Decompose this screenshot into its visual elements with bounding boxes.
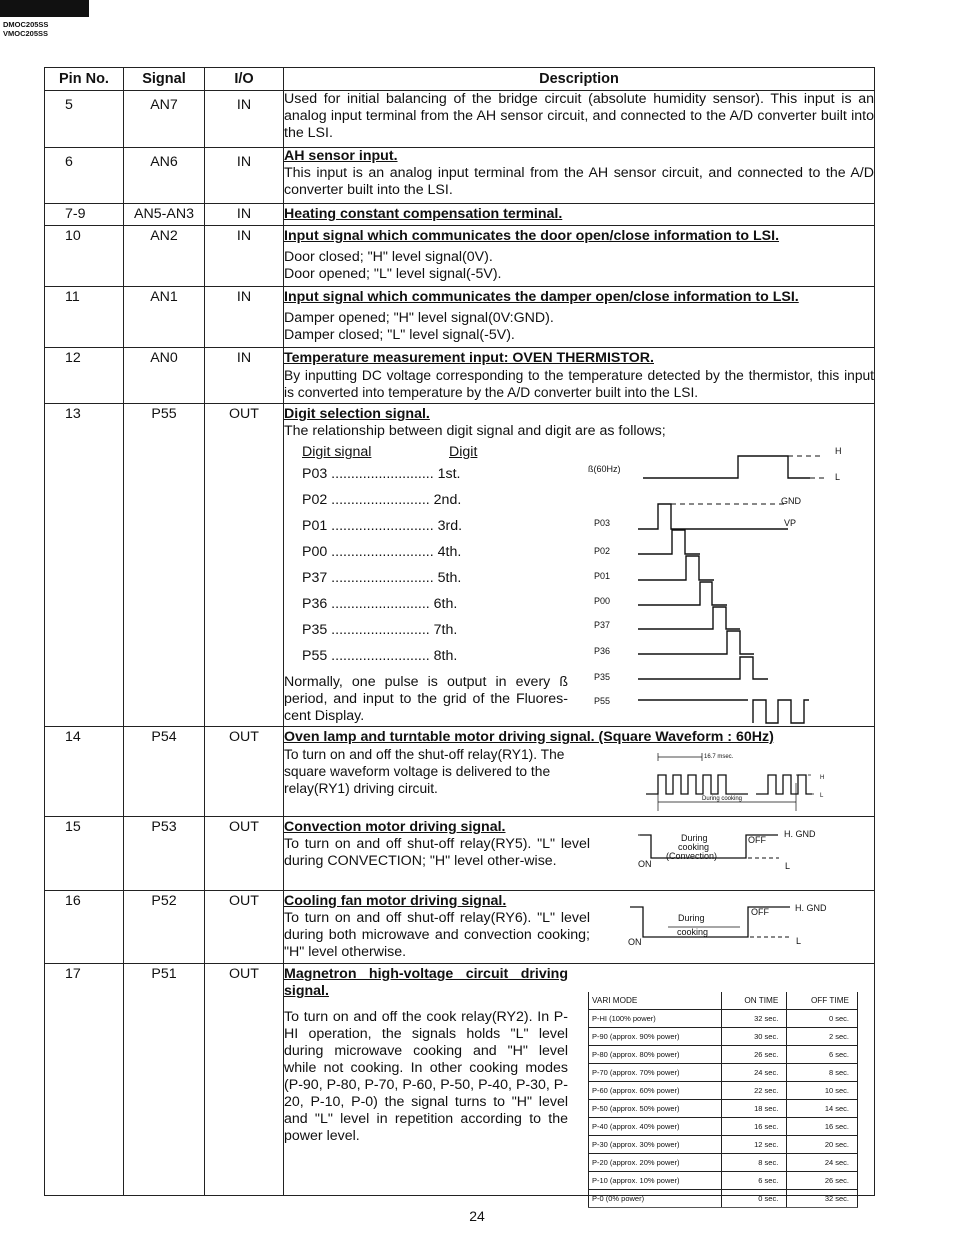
description-text: Used for initial balancing of the bridge circuit (absolute humidity sensor). This input is an analog input terminal from the AH sensor circuit, and connected to the A/D converter built into the LSI. [284,91,874,141]
description-heading: Convection motor driving signal. [284,819,506,835]
h-label: H [835,446,842,456]
vari-row [589,1154,858,1172]
table-row [45,964,875,1196]
vari-mode-table-wrap [588,992,858,1208]
vari-cell: P-30 (approx. 30% power) [589,1136,722,1154]
vari-cell: P-40 (approx. 40% power) [589,1118,722,1136]
vari-cell: P-80 (approx. 80% power) [589,1046,722,1064]
off-label: OFF [751,907,769,917]
vari-row [589,1118,858,1136]
off-label: OFF [748,835,766,845]
header-black-bar [0,0,89,17]
description-heading: Input signal which communicates the door open/close information to LSI. [284,228,780,244]
description-text: To turn on and off the shut-off relay(RY1). The square waveform voltage is delivered to the relay(RY1) driving circuit. [284,747,565,796]
io: IN [205,91,284,148]
io: OUT [205,817,284,891]
during-label: cooking [677,927,709,937]
signal-label: P35 [594,672,611,682]
vari-cell: 14 sec. [787,1100,858,1118]
io: IN [205,348,284,404]
h-label: H [820,775,825,781]
square-wave-diagram [644,749,834,811]
p35-waveform [638,657,768,679]
h-gnd-label: H. GND [795,903,827,913]
vari-cell: 2 sec. [787,1028,858,1046]
vari-row [589,1190,858,1208]
table-row [45,91,875,148]
description-text: This input is an analog input terminal from the AH sensor circuit, and connected to the A/D converter built into the LSI. [284,165,874,198]
table-row [45,287,875,348]
description-heading: Temperature measurement input: OVEN THERMISTOR. [284,350,654,366]
description-text: The relationship between digit signal and digit are as follows; [284,423,666,439]
description-heading: Oven lamp and turntable motor driving signal. (Square Waveform : 60Hz) [284,729,774,745]
header-description: Description [284,68,875,91]
description-heading: AH sensor input. [284,148,398,164]
vari-cell: P-90 (approx. 90% power) [589,1028,722,1046]
vari-cell: 32 sec. [787,1190,858,1208]
io: OUT [205,891,284,964]
description-heading: Magnetron high-voltage circuit driving signal. [284,966,568,999]
on-label: ON [628,937,642,947]
description [284,817,875,891]
p01-waveform [638,556,714,580]
pin-no: 15 [45,817,124,891]
digit-list-item: P55 ......................... 8th. [302,648,458,664]
pin-no: 10 [45,226,124,287]
l-label: L [835,472,841,482]
digit-list-item: P37 .......................... 5th. [302,570,462,586]
description [284,226,875,287]
signal: AN7 [124,91,205,148]
vari-cell: P-0 (0% power) [589,1190,722,1208]
vari-row [589,1100,858,1118]
signal-label: P36 [594,646,611,656]
signal-label: P00 [594,596,611,606]
during-label: During [681,833,708,843]
signal: P53 [124,817,205,891]
vari-cell: P-HI (100% power) [589,1010,722,1028]
digit-header: Digit [449,444,478,460]
vp-label: VP [784,518,797,528]
vari-header-cell: OFF TIME [787,992,858,1010]
header-signal: Signal [124,68,205,91]
vari-row [589,1064,858,1082]
digit-list-header [302,444,562,466]
header-pin: Pin No. [45,68,124,91]
vari-cell: P-50 (approx. 50% power) [589,1100,722,1118]
signal-label: P03 [594,518,611,528]
signal-label: P37 [594,620,611,630]
description-heading: Digit selection signal. [284,406,430,422]
description-line: Damper opened; "H" level signal(0V:GND). [284,310,554,326]
vari-cell: 16 sec. [722,1118,787,1136]
description [284,204,875,226]
l-label: L [796,936,802,946]
signal: AN6 [124,148,205,204]
model-number-2: VMOC205SS [3,29,49,38]
vari-cell: 24 sec. [722,1064,787,1082]
p55-waveform [638,700,809,723]
vari-cell: 30 sec. [722,1028,787,1046]
h-gnd-label: H. GND [784,829,816,839]
vari-mode-table [588,992,858,1208]
header-io: I/O [205,68,284,91]
io: OUT [205,404,284,727]
vari-cell: 0 sec. [722,1190,787,1208]
vari-cell: 12 sec. [722,1136,787,1154]
description-line: Door opened; "L" level signal(-5V). [284,266,502,282]
io: IN [205,148,284,204]
description-text: Normally, one pulse is output in every ß period, and input to the grid of the Fluores-cent Display. [284,674,568,724]
signal: P52 [124,891,205,964]
io: IN [205,226,284,287]
pin-description-table [44,67,875,1203]
during-label: During cooking [702,796,743,802]
pin-no: 7-9 [45,204,124,226]
vari-header-cell: ON TIME [722,992,787,1010]
pin-no: 12 [45,348,124,404]
description-text: By inputting DC voltage corresponding to the temperature detected by the thermistor, this input is converted into temperature by the A/D converter built into the LSI. [284,368,874,400]
pin-no: 13 [45,404,124,727]
pin-no: 17 [45,964,124,1196]
vari-cell: 10 sec. [787,1082,858,1100]
description-text: To turn on and off shut-off relay(RY6). "L" level during both microwave and convection cooking; "H" level otherwise. [284,910,590,960]
table-row [45,148,875,204]
digit-rows [302,466,562,674]
vari-row [589,1028,858,1046]
vari-row [589,1010,858,1028]
description-heading: Cooling fan motor driving signal. [284,893,507,909]
signal-label: P55 [594,696,611,706]
signal: AN0 [124,348,205,404]
period-label: 16.7 msec. [704,754,734,760]
pin-no: 6 [45,148,124,204]
table-row [45,204,875,226]
table-row [45,727,875,817]
beta-label: ß(60Hz) [588,464,621,474]
description [284,404,875,727]
vari-row [589,1172,858,1190]
during-label: cooking [678,842,710,852]
p36-waveform [638,631,754,654]
digit-list-item: P36 ......................... 6th. [302,596,458,612]
signal: AN2 [124,226,205,287]
cooling-fan-diagram [628,903,838,949]
model-number-1: DMOC205SS [3,20,49,29]
vari-cell: P-10 (approx. 10% power) [589,1172,722,1190]
pin-no: 5 [45,91,124,148]
vari-cell: 22 sec. [722,1082,787,1100]
description-heading: Input signal which communicates the damper open/close information to LSI. [284,289,799,305]
digit-signal-header: Digit signal [302,444,372,460]
signal: AN5-AN3 [124,204,205,226]
vari-cell: 32 sec. [722,1010,787,1028]
vari-cell: P-70 (approx. 70% power) [589,1064,722,1082]
table-row [45,404,875,727]
vari-cell: 20 sec. [787,1136,858,1154]
description [284,348,875,404]
vari-header-cell: VARI MODE [589,992,722,1010]
vari-cell: 0 sec. [787,1010,858,1028]
l-label: L [785,861,791,871]
signal: P55 [124,404,205,727]
digit-list [302,444,562,674]
table-row [45,891,875,964]
vari-cell: P-60 (approx. 60% power) [589,1082,722,1100]
gnd-label: GND [781,496,801,506]
digit-list-item: P01 .......................... 3rd. [302,518,463,534]
vari-cell: 26 sec. [722,1046,787,1064]
description-line: Damper closed; "L" level signal(-5V). [284,327,515,343]
p03-waveform [638,504,788,529]
table-row [45,226,875,287]
io: IN [205,204,284,226]
pin-no: 11 [45,287,124,348]
page-number: 24 [469,1208,485,1224]
digit-list-item: P03 .......................... 1st. [302,466,461,482]
beta-waveform [643,456,810,478]
signal-label: P01 [594,571,611,581]
pin-no: 14 [45,727,124,817]
during-label: During [678,913,705,923]
table-header-row [45,68,875,91]
vari-row [589,1136,858,1154]
signal-label: P02 [594,546,611,556]
digit-list-item: P35 ......................... 7th. [302,622,458,638]
convection-diagram [636,827,836,875]
p02-waveform [638,530,700,554]
vari-cell: 8 sec. [787,1064,858,1082]
p00-waveform [638,582,727,605]
description [284,287,875,348]
io: OUT [205,964,284,1196]
vari-cell: 16 sec. [787,1118,858,1136]
digit-list-item: P00 .......................... 4th. [302,544,462,560]
digit-list-item: P02 ......................... 2nd. [302,492,462,508]
description [284,727,875,817]
signal: P54 [124,727,205,817]
vari-cell: 26 sec. [787,1172,858,1190]
p37-waveform [638,607,740,629]
io: IN [205,287,284,348]
description-text: To turn on and off the cook relay(RY2). In P-HI operation, the signals holds "L" level during microwave cooking and "H" level while not cooking. In other cooking modes (P-90, P-80, P-70, P-60, P-50, P-40, P-30, P-20, P-10, P-0) the signal turns to "H" level and "L" level in repetition according to the power level. [284,1009,568,1144]
l-label: L [820,793,824,799]
description-text: To turn on and off shut-off relay(RY5). "L" level during CONVECTION; "H" level other-wise. [284,836,590,869]
vari-cell: 24 sec. [787,1154,858,1172]
vari-cell: P-20 (approx. 20% power) [589,1154,722,1172]
on-label: ON [638,859,652,869]
signal: AN1 [124,287,205,348]
period-marker [658,753,702,761]
table-row [45,348,875,404]
table-row [45,817,875,891]
signal: P51 [124,964,205,1196]
vari-header-row [589,992,858,1010]
vari-cell: 8 sec. [722,1154,787,1172]
during-label: (Convection) [666,851,718,861]
description [284,891,875,964]
vari-cell: 6 sec. [787,1046,858,1064]
description [284,148,875,204]
vari-cell: 6 sec. [722,1172,787,1190]
vari-cell: 18 sec. [722,1100,787,1118]
description [284,91,875,148]
vari-row [589,1046,858,1064]
digit-timing-diagram [588,434,858,724]
pin-no: 16 [45,891,124,964]
description-heading: Heating constant compensation terminal. [284,206,563,222]
square-waveform [646,775,812,794]
vari-row [589,1082,858,1100]
description [284,964,875,1203]
description-line: Door closed; "H" level signal(0V). [284,249,493,265]
io: OUT [205,727,284,817]
